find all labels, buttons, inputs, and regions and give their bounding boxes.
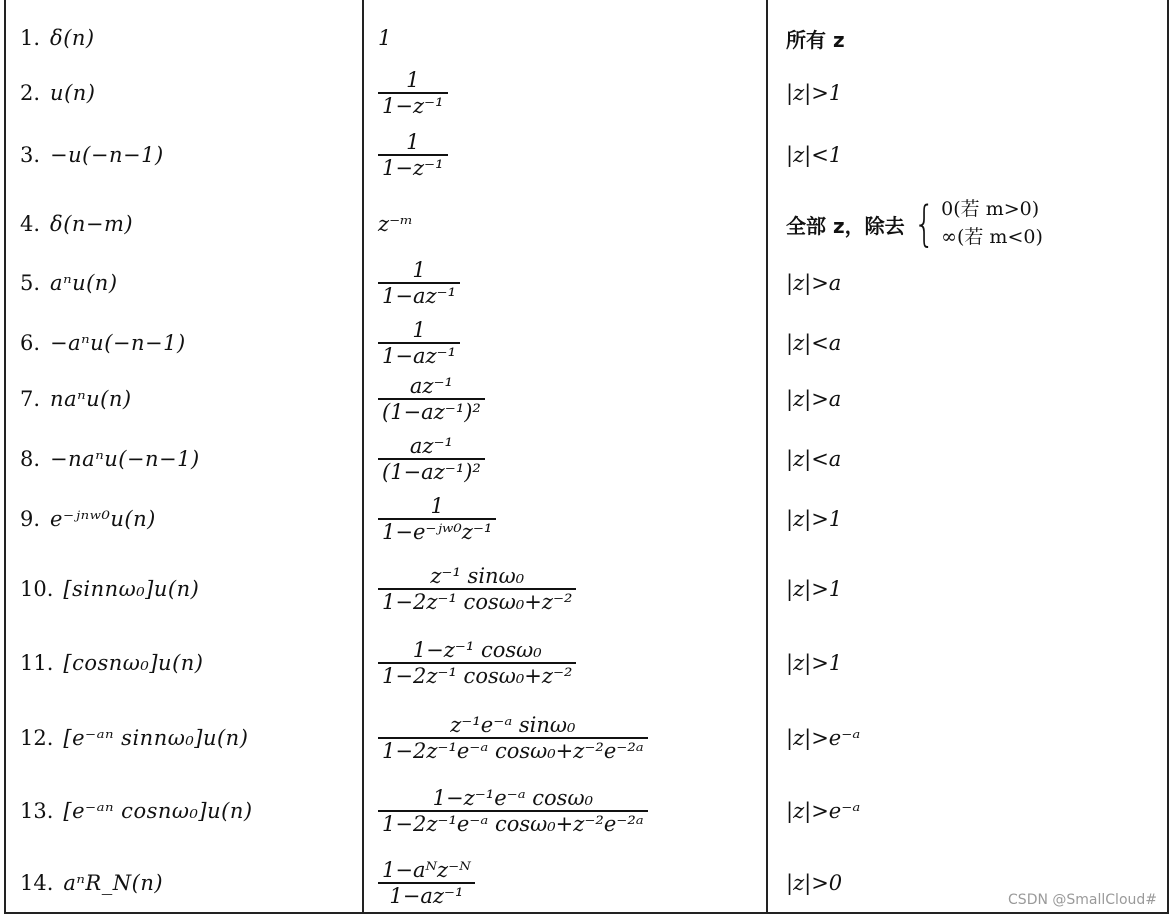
table-row <box>6 428 1166 490</box>
sequence-expression: −aⁿu(−n−1) <box>50 331 186 355</box>
table-row <box>6 368 1166 430</box>
transform-cell <box>378 776 758 846</box>
table-row <box>6 252 1166 314</box>
fraction-denominator: 1−2z⁻¹ cosω₀+z⁻² <box>382 663 573 688</box>
watermark: CSDN @SmallCloud# <box>1008 892 1157 908</box>
roc-cell <box>786 252 1166 314</box>
row-index: 6. <box>20 331 41 355</box>
transform-cell <box>378 488 758 550</box>
row-index: 8. <box>20 447 41 471</box>
roc-expression: |z|>1 <box>786 651 843 675</box>
roc-cell <box>786 488 1166 550</box>
sequence-cell <box>20 700 360 776</box>
roc-expression: |z|>1 <box>786 507 843 531</box>
fraction-numerator: 1−z⁻¹ cosω₀ <box>412 638 542 663</box>
sequence-expression: aⁿR_N(n) <box>63 871 164 895</box>
fraction-denominator: 1−2z⁻¹e⁻ᵃ cosω₀+z⁻²e⁻²ᵃ <box>382 811 644 836</box>
sequence-expression: aⁿu(n) <box>50 271 118 295</box>
roc-cell <box>786 368 1166 430</box>
table-row <box>6 848 1166 918</box>
roc-cell <box>786 428 1166 490</box>
transform-cell <box>378 124 758 186</box>
sequence-expression: δ(n) <box>50 26 95 50</box>
row-index: 7. <box>20 387 41 411</box>
table-row <box>6 552 1166 626</box>
table-row <box>6 124 1166 186</box>
sequence-cell <box>20 62 360 124</box>
fraction-numerator: 1−z⁻¹e⁻ᵃ cosω₀ <box>432 786 593 811</box>
sequence-cell <box>20 776 360 846</box>
transform-expression: 1 <box>378 26 392 50</box>
roc-expression: |z|>a <box>786 387 842 411</box>
fraction-denominator: 1−2z⁻¹e⁻ᵃ cosω₀+z⁻²e⁻²ᵃ <box>382 738 644 763</box>
transform-fraction <box>378 69 448 117</box>
fraction-denominator: 1−az⁻¹ <box>389 883 464 908</box>
transform-fraction <box>378 639 576 687</box>
sequence-cell <box>20 124 360 186</box>
sequence-cell <box>20 12 360 64</box>
transform-fraction <box>378 319 460 367</box>
row-index: 2. <box>20 81 41 105</box>
fraction-numerator: az⁻¹ <box>409 374 453 399</box>
transform-expression: z⁻ᵐ <box>378 212 414 236</box>
transform-cell <box>378 428 758 490</box>
transform-fraction <box>378 565 576 613</box>
fraction-numerator: 1−aᴺz⁻ᴺ <box>382 858 471 883</box>
fraction-denominator: (1−az⁻¹)² <box>382 459 481 484</box>
roc-cell <box>786 552 1166 626</box>
table-row <box>6 700 1166 776</box>
fraction-denominator: 1−az⁻¹ <box>382 283 457 308</box>
transform-cell <box>378 62 758 124</box>
table-row <box>6 312 1166 374</box>
roc-expression: |z|>e⁻ᵃ <box>786 726 861 750</box>
transform-fraction <box>378 375 485 423</box>
row-index: 9. <box>20 507 41 531</box>
roc-cases <box>941 196 1043 251</box>
roc-expression: |z|<1 <box>786 143 843 167</box>
roc-piecewise <box>786 196 1043 251</box>
transform-fraction <box>378 435 485 483</box>
roc-expression: |z|>1 <box>786 577 843 601</box>
sequence-cell <box>20 626 360 700</box>
sequence-expression: naⁿu(n) <box>50 387 132 411</box>
fraction-numerator: 1 <box>412 258 426 283</box>
sequence-cell <box>20 252 360 314</box>
transform-fraction <box>378 131 448 179</box>
row-index: 14. <box>20 871 54 895</box>
table-row <box>6 62 1166 124</box>
sequence-expression: u(n) <box>50 81 96 105</box>
roc-expression: 所有 z <box>786 27 845 52</box>
table-row <box>6 12 1166 64</box>
fraction-numerator: 1 <box>412 318 426 343</box>
transform-cell <box>378 552 758 626</box>
roc-cell <box>786 12 1166 64</box>
row-index: 1. <box>20 26 41 50</box>
roc-cell <box>786 312 1166 374</box>
roc-expression: |z|>e⁻ᵃ <box>786 799 861 823</box>
table-row <box>6 488 1166 550</box>
sequence-expression: −u(−n−1) <box>50 143 164 167</box>
roc-cell <box>786 626 1166 700</box>
fraction-denominator: 1−az⁻¹ <box>382 343 457 368</box>
row-index: 3. <box>20 143 41 167</box>
sequence-cell <box>20 552 360 626</box>
sequence-cell <box>20 428 360 490</box>
sequence-expression: [cosnω₀]u(n) <box>63 651 204 675</box>
sequence-expression: e⁻ʲⁿʷ⁰u(n) <box>50 507 156 531</box>
transform-cell <box>378 368 758 430</box>
roc-expression: |z|>0 <box>786 871 843 895</box>
row-index: 11. <box>20 651 54 675</box>
sequence-expression: [e⁻ᵃⁿ cosnω₀]u(n) <box>63 799 253 823</box>
fraction-denominator: (1−az⁻¹)² <box>382 399 481 424</box>
roc-expression: |z|<a <box>786 331 842 355</box>
fraction-numerator: z⁻¹ sinω₀ <box>430 564 525 589</box>
left-brace-icon: { <box>913 196 935 252</box>
row-index: 12. <box>20 726 54 750</box>
fraction-numerator: az⁻¹ <box>409 434 453 459</box>
fraction-numerator: 1 <box>406 130 420 155</box>
roc-cell <box>786 124 1166 186</box>
sequence-cell <box>20 368 360 430</box>
transform-fraction <box>378 714 648 762</box>
sequence-expression: [sinnω₀]u(n) <box>63 577 200 601</box>
roc-case-a: 0(若 m>0) <box>941 198 1040 221</box>
transform-fraction <box>378 787 648 835</box>
transform-cell <box>378 626 758 700</box>
row-index: 5. <box>20 271 41 295</box>
roc-expression: |z|>1 <box>786 81 843 105</box>
transform-cell <box>378 700 758 776</box>
roc-cell <box>786 776 1166 846</box>
sequence-cell <box>20 488 360 550</box>
sequence-cell <box>20 848 360 918</box>
fraction-numerator: z⁻¹e⁻ᵃ sinω₀ <box>450 713 576 738</box>
transform-fraction <box>378 495 496 543</box>
fraction-numerator: 1 <box>430 494 444 519</box>
fraction-denominator: 1−z⁻¹ <box>382 93 444 118</box>
sequence-expression: [e⁻ᵃⁿ sinnω₀]u(n) <box>63 726 249 750</box>
fraction-denominator: 1−z⁻¹ <box>382 155 444 180</box>
roc-expression: |z|<a <box>786 447 842 471</box>
table-row <box>6 776 1166 846</box>
roc-expression: |z|>a <box>786 271 842 295</box>
transform-fraction <box>378 259 460 307</box>
transform-cell <box>378 848 758 918</box>
table-row <box>6 626 1166 700</box>
fraction-denominator: 1−2z⁻¹ cosω₀+z⁻² <box>382 589 573 614</box>
sequence-cell <box>20 312 360 374</box>
transform-fraction <box>378 859 475 907</box>
transform-cell <box>378 252 758 314</box>
roc-cell <box>786 700 1166 776</box>
roc-case-b: ∞(若 m<0) <box>941 226 1043 248</box>
row-index: 13. <box>20 799 54 823</box>
row-index: 10. <box>20 577 54 601</box>
roc-lead-text: 全部 z，除去 <box>786 213 905 238</box>
fraction-denominator: 1−e⁻ʲʷ⁰z⁻¹ <box>382 519 493 544</box>
fraction-numerator: 1 <box>406 68 420 93</box>
roc-cell <box>786 62 1166 124</box>
row-index: 4. <box>20 212 41 236</box>
transform-cell <box>378 312 758 374</box>
sequence-expression: δ(n−m) <box>50 212 134 236</box>
sequence-expression: −naⁿu(−n−1) <box>50 447 200 471</box>
transform-cell <box>378 12 758 64</box>
